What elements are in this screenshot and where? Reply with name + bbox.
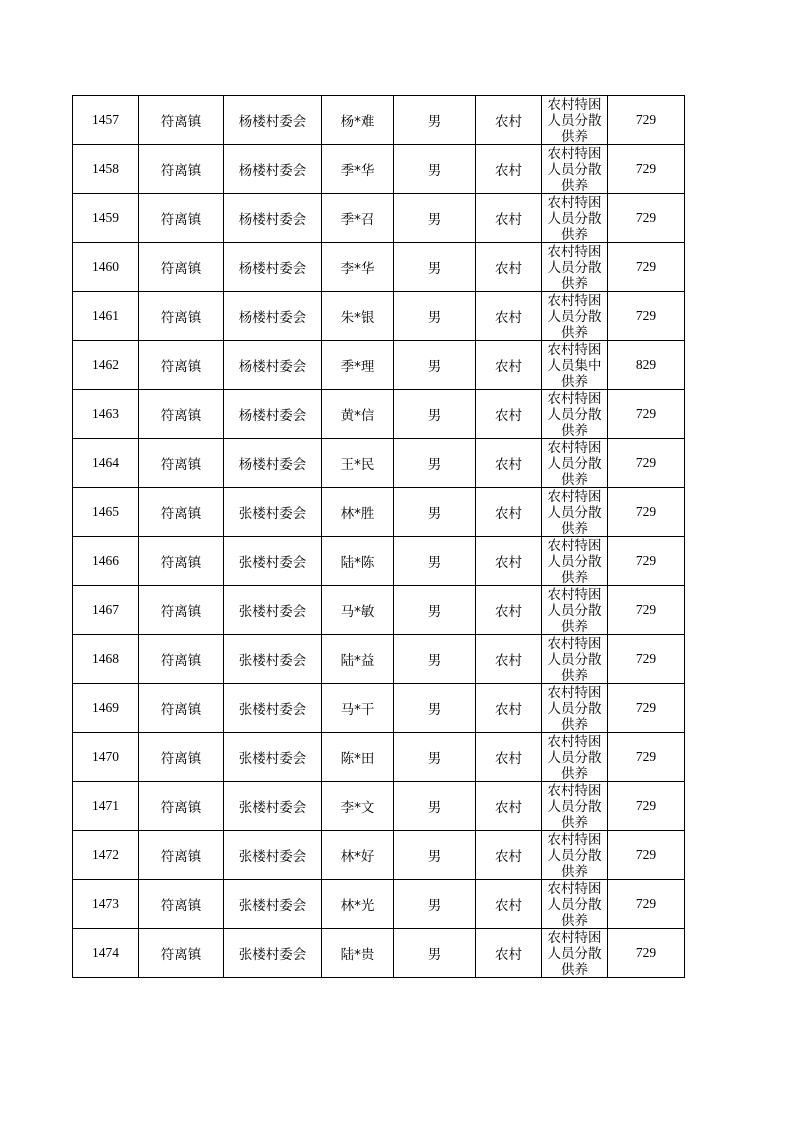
assistance-type-line: 供养: [561, 129, 588, 144]
assistance-type-line: 人员分散: [547, 162, 602, 178]
assistance-type-cell: [542, 243, 608, 292]
assistance-type-text: [542, 684, 607, 732]
person-name-cell: 陈*田: [322, 733, 394, 782]
assistance-type-text: [542, 635, 607, 683]
gender-cell: 男: [394, 243, 476, 292]
assistance-type-cell: [542, 880, 608, 929]
person-name-cell: 李*华: [322, 243, 394, 292]
assistance-type-line: 供养: [561, 374, 588, 389]
amount-cell: 729: [608, 782, 685, 831]
village-committee-cell: 杨楼村委会: [224, 390, 322, 439]
table-body: [73, 96, 685, 978]
assistance-type-line: 供养: [561, 227, 588, 242]
amount-cell: 729: [608, 96, 685, 145]
table-row: [73, 390, 685, 439]
assistance-type-line: 供养: [561, 962, 588, 977]
record-number-cell: 1466: [73, 537, 139, 586]
record-number-cell: 1473: [73, 880, 139, 929]
assistance-type-text: [542, 733, 607, 781]
table-row: [73, 635, 685, 684]
assistance-type-line: 农村特困: [547, 146, 602, 162]
table-row: [73, 831, 685, 880]
village-committee-cell: 张楼村委会: [224, 929, 322, 978]
assistance-type-text: [542, 929, 607, 977]
assistance-type-line: 供养: [561, 276, 588, 291]
record-number-cell: 1471: [73, 782, 139, 831]
person-name-cell: 李*文: [322, 782, 394, 831]
assistance-type-cell: [542, 635, 608, 684]
assistance-type-line: 农村特困: [547, 587, 602, 603]
assistance-type-line: 人员集中: [547, 358, 602, 374]
area-cell: 农村: [476, 292, 542, 341]
gender-cell: 男: [394, 488, 476, 537]
gender-cell: 男: [394, 733, 476, 782]
assistance-type-line: 人员分散: [547, 456, 602, 472]
village-committee-cell: 张楼村委会: [224, 635, 322, 684]
gender-cell: 男: [394, 880, 476, 929]
record-number-cell: 1468: [73, 635, 139, 684]
person-name-cell: 陆*益: [322, 635, 394, 684]
assistance-type-line: 人员分散: [547, 750, 602, 766]
town-cell: 符离镇: [139, 929, 224, 978]
gender-cell: 男: [394, 96, 476, 145]
amount-cell: 729: [608, 880, 685, 929]
gender-cell: 男: [394, 635, 476, 684]
assistance-type-line: 人员分散: [547, 946, 602, 962]
assistance-type-cell: [542, 292, 608, 341]
town-cell: 符离镇: [139, 145, 224, 194]
record-number-cell: 1469: [73, 684, 139, 733]
person-name-cell: 陆*陈: [322, 537, 394, 586]
gender-cell: 男: [394, 390, 476, 439]
assistance-type-line: 农村特困: [547, 293, 602, 309]
amount-cell: 729: [608, 929, 685, 978]
table-row: [73, 782, 685, 831]
assistance-type-text: [542, 782, 607, 830]
town-cell: 符离镇: [139, 488, 224, 537]
town-cell: 符离镇: [139, 733, 224, 782]
record-number-cell: 1467: [73, 586, 139, 635]
town-cell: 符离镇: [139, 880, 224, 929]
assistance-type-cell: [542, 488, 608, 537]
area-cell: 农村: [476, 439, 542, 488]
assistance-type-cell: [542, 390, 608, 439]
amount-cell: 729: [608, 537, 685, 586]
village-committee-cell: 张楼村委会: [224, 831, 322, 880]
record-number-cell: 1457: [73, 96, 139, 145]
record-number-cell: 1474: [73, 929, 139, 978]
table-row: [73, 439, 685, 488]
assistance-type-line: 农村特困: [547, 636, 602, 652]
town-cell: 符离镇: [139, 635, 224, 684]
village-committee-cell: 张楼村委会: [224, 488, 322, 537]
town-cell: 符离镇: [139, 292, 224, 341]
village-committee-cell: 杨楼村委会: [224, 341, 322, 390]
person-name-cell: 黄*信: [322, 390, 394, 439]
table-row: [73, 243, 685, 292]
town-cell: 符离镇: [139, 243, 224, 292]
assistance-type-text: [542, 145, 607, 193]
assistance-type-line: 人员分散: [547, 652, 602, 668]
area-cell: 农村: [476, 537, 542, 586]
assistance-type-cell: [542, 96, 608, 145]
area-cell: 农村: [476, 635, 542, 684]
assistance-type-line: 农村特困: [547, 930, 602, 946]
person-name-cell: 季*华: [322, 145, 394, 194]
town-cell: 符离镇: [139, 439, 224, 488]
amount-cell: 729: [608, 831, 685, 880]
table-row: [73, 194, 685, 243]
table-row: [73, 684, 685, 733]
person-name-cell: 季*理: [322, 341, 394, 390]
assistance-type-line: 供养: [561, 178, 588, 193]
amount-cell: 729: [608, 635, 685, 684]
assistance-type-cell: [542, 586, 608, 635]
amount-cell: 729: [608, 292, 685, 341]
assistance-type-line: 农村特困: [547, 881, 602, 897]
assistance-type-line: 农村特困: [547, 195, 602, 211]
assistance-type-line: 农村特困: [547, 440, 602, 456]
amount-cell: 729: [608, 586, 685, 635]
assistance-type-line: 供养: [561, 815, 588, 830]
amount-cell: 729: [608, 243, 685, 292]
amount-cell: 729: [608, 194, 685, 243]
assistance-type-line: 农村特困: [547, 538, 602, 554]
assistance-type-line: 农村特困: [547, 342, 602, 358]
village-committee-cell: 杨楼村委会: [224, 96, 322, 145]
assistance-type-text: [542, 243, 607, 291]
area-cell: 农村: [476, 880, 542, 929]
assistance-type-line: 供养: [561, 619, 588, 634]
area-cell: 农村: [476, 145, 542, 194]
table-row: [73, 96, 685, 145]
town-cell: 符离镇: [139, 586, 224, 635]
assistance-type-line: 农村特困: [547, 244, 602, 260]
area-cell: 农村: [476, 96, 542, 145]
relief-recipients-table: [72, 95, 685, 978]
village-committee-cell: 杨楼村委会: [224, 194, 322, 243]
record-number-cell: 1460: [73, 243, 139, 292]
record-number-cell: 1463: [73, 390, 139, 439]
village-committee-cell: 张楼村委会: [224, 537, 322, 586]
town-cell: 符离镇: [139, 341, 224, 390]
gender-cell: 男: [394, 292, 476, 341]
village-committee-cell: 杨楼村委会: [224, 439, 322, 488]
assistance-type-cell: [542, 537, 608, 586]
assistance-type-text: [542, 390, 607, 438]
assistance-type-text: [542, 586, 607, 634]
person-name-cell: 林*好: [322, 831, 394, 880]
assistance-type-cell: [542, 684, 608, 733]
record-number-cell: 1458: [73, 145, 139, 194]
assistance-type-text: [542, 831, 607, 879]
assistance-type-text: [542, 880, 607, 928]
amount-cell: 729: [608, 145, 685, 194]
assistance-type-line: 人员分散: [547, 897, 602, 913]
assistance-type-cell: [542, 341, 608, 390]
assistance-type-cell: [542, 439, 608, 488]
village-committee-cell: 张楼村委会: [224, 733, 322, 782]
assistance-type-line: 人员分散: [547, 554, 602, 570]
gender-cell: 男: [394, 586, 476, 635]
gender-cell: 男: [394, 782, 476, 831]
person-name-cell: 杨*难: [322, 96, 394, 145]
assistance-type-line: 供养: [561, 864, 588, 879]
gender-cell: 男: [394, 145, 476, 194]
assistance-type-text: [542, 292, 607, 340]
town-cell: 符离镇: [139, 831, 224, 880]
record-number-cell: 1459: [73, 194, 139, 243]
amount-cell: 829: [608, 341, 685, 390]
record-number-cell: 1462: [73, 341, 139, 390]
assistance-type-line: 人员分散: [547, 799, 602, 815]
gender-cell: 男: [394, 537, 476, 586]
area-cell: 农村: [476, 586, 542, 635]
village-committee-cell: 张楼村委会: [224, 880, 322, 929]
gender-cell: 男: [394, 194, 476, 243]
person-name-cell: 朱*银: [322, 292, 394, 341]
record-number-cell: 1470: [73, 733, 139, 782]
assistance-type-line: 供养: [561, 717, 588, 732]
amount-cell: 729: [608, 390, 685, 439]
amount-cell: 729: [608, 684, 685, 733]
village-committee-cell: 张楼村委会: [224, 586, 322, 635]
town-cell: 符离镇: [139, 390, 224, 439]
town-cell: 符离镇: [139, 96, 224, 145]
area-cell: 农村: [476, 341, 542, 390]
area-cell: 农村: [476, 243, 542, 292]
assistance-type-line: 农村特困: [547, 734, 602, 750]
village-committee-cell: 张楼村委会: [224, 782, 322, 831]
assistance-type-text: [542, 341, 607, 389]
person-name-cell: 林*光: [322, 880, 394, 929]
gender-cell: 男: [394, 341, 476, 390]
amount-cell: 729: [608, 488, 685, 537]
record-number-cell: 1472: [73, 831, 139, 880]
record-number-cell: 1464: [73, 439, 139, 488]
gender-cell: 男: [394, 439, 476, 488]
assistance-type-line: 人员分散: [547, 848, 602, 864]
assistance-type-line: 供养: [561, 766, 588, 781]
assistance-type-line: 供养: [561, 913, 588, 928]
area-cell: 农村: [476, 488, 542, 537]
assistance-type-line: 供养: [561, 472, 588, 487]
assistance-type-line: 供养: [561, 325, 588, 340]
assistance-type-text: [542, 96, 607, 144]
assistance-type-cell: [542, 145, 608, 194]
assistance-type-line: 供养: [561, 521, 588, 536]
table-row: [73, 145, 685, 194]
area-cell: 农村: [476, 390, 542, 439]
gender-cell: 男: [394, 929, 476, 978]
assistance-type-cell: [542, 733, 608, 782]
assistance-type-line: 人员分散: [547, 505, 602, 521]
gender-cell: 男: [394, 831, 476, 880]
assistance-type-cell: [542, 831, 608, 880]
table-row: [73, 880, 685, 929]
village-committee-cell: 杨楼村委会: [224, 243, 322, 292]
amount-cell: 729: [608, 439, 685, 488]
area-cell: 农村: [476, 831, 542, 880]
record-number-cell: 1465: [73, 488, 139, 537]
assistance-type-line: 农村特困: [547, 489, 602, 505]
assistance-type-line: 人员分散: [547, 260, 602, 276]
assistance-type-text: [542, 439, 607, 487]
village-committee-cell: 杨楼村委会: [224, 145, 322, 194]
assistance-type-cell: [542, 194, 608, 243]
assistance-type-text: [542, 488, 607, 536]
assistance-type-text: [542, 537, 607, 585]
area-cell: 农村: [476, 782, 542, 831]
gender-cell: 男: [394, 684, 476, 733]
village-committee-cell: 张楼村委会: [224, 684, 322, 733]
village-committee-cell: 杨楼村委会: [224, 292, 322, 341]
person-name-cell: 季*召: [322, 194, 394, 243]
person-name-cell: 林*胜: [322, 488, 394, 537]
town-cell: 符离镇: [139, 537, 224, 586]
table-row: [73, 537, 685, 586]
assistance-type-line: 人员分散: [547, 211, 602, 227]
town-cell: 符离镇: [139, 194, 224, 243]
assistance-type-text: [542, 194, 607, 242]
assistance-type-line: 供养: [561, 423, 588, 438]
record-number-cell: 1461: [73, 292, 139, 341]
assistance-type-line: 农村特困: [547, 832, 602, 848]
table-row: [73, 341, 685, 390]
assistance-type-line: 供养: [561, 668, 588, 683]
assistance-type-cell: [542, 929, 608, 978]
assistance-type-line: 农村特困: [547, 685, 602, 701]
table-row: [73, 488, 685, 537]
area-cell: 农村: [476, 929, 542, 978]
assistance-type-cell: [542, 782, 608, 831]
assistance-type-line: 农村特困: [547, 391, 602, 407]
table-row: [73, 292, 685, 341]
person-name-cell: 陆*贵: [322, 929, 394, 978]
area-cell: 农村: [476, 684, 542, 733]
person-name-cell: 马*干: [322, 684, 394, 733]
amount-cell: 729: [608, 733, 685, 782]
town-cell: 符离镇: [139, 684, 224, 733]
assistance-type-line: 人员分散: [547, 701, 602, 717]
person-name-cell: 马*敏: [322, 586, 394, 635]
assistance-type-line: 人员分散: [547, 603, 602, 619]
assistance-type-line: 人员分散: [547, 113, 602, 129]
area-cell: 农村: [476, 194, 542, 243]
assistance-type-line: 人员分散: [547, 309, 602, 325]
area-cell: 农村: [476, 733, 542, 782]
person-name-cell: 王*民: [322, 439, 394, 488]
assistance-type-line: 农村特困: [547, 783, 602, 799]
table-row: [73, 733, 685, 782]
town-cell: 符离镇: [139, 782, 224, 831]
table-row: [73, 586, 685, 635]
assistance-type-line: 农村特困: [547, 97, 602, 113]
assistance-type-line: 人员分散: [547, 407, 602, 423]
assistance-type-line: 供养: [561, 570, 588, 585]
table-row: [73, 929, 685, 978]
